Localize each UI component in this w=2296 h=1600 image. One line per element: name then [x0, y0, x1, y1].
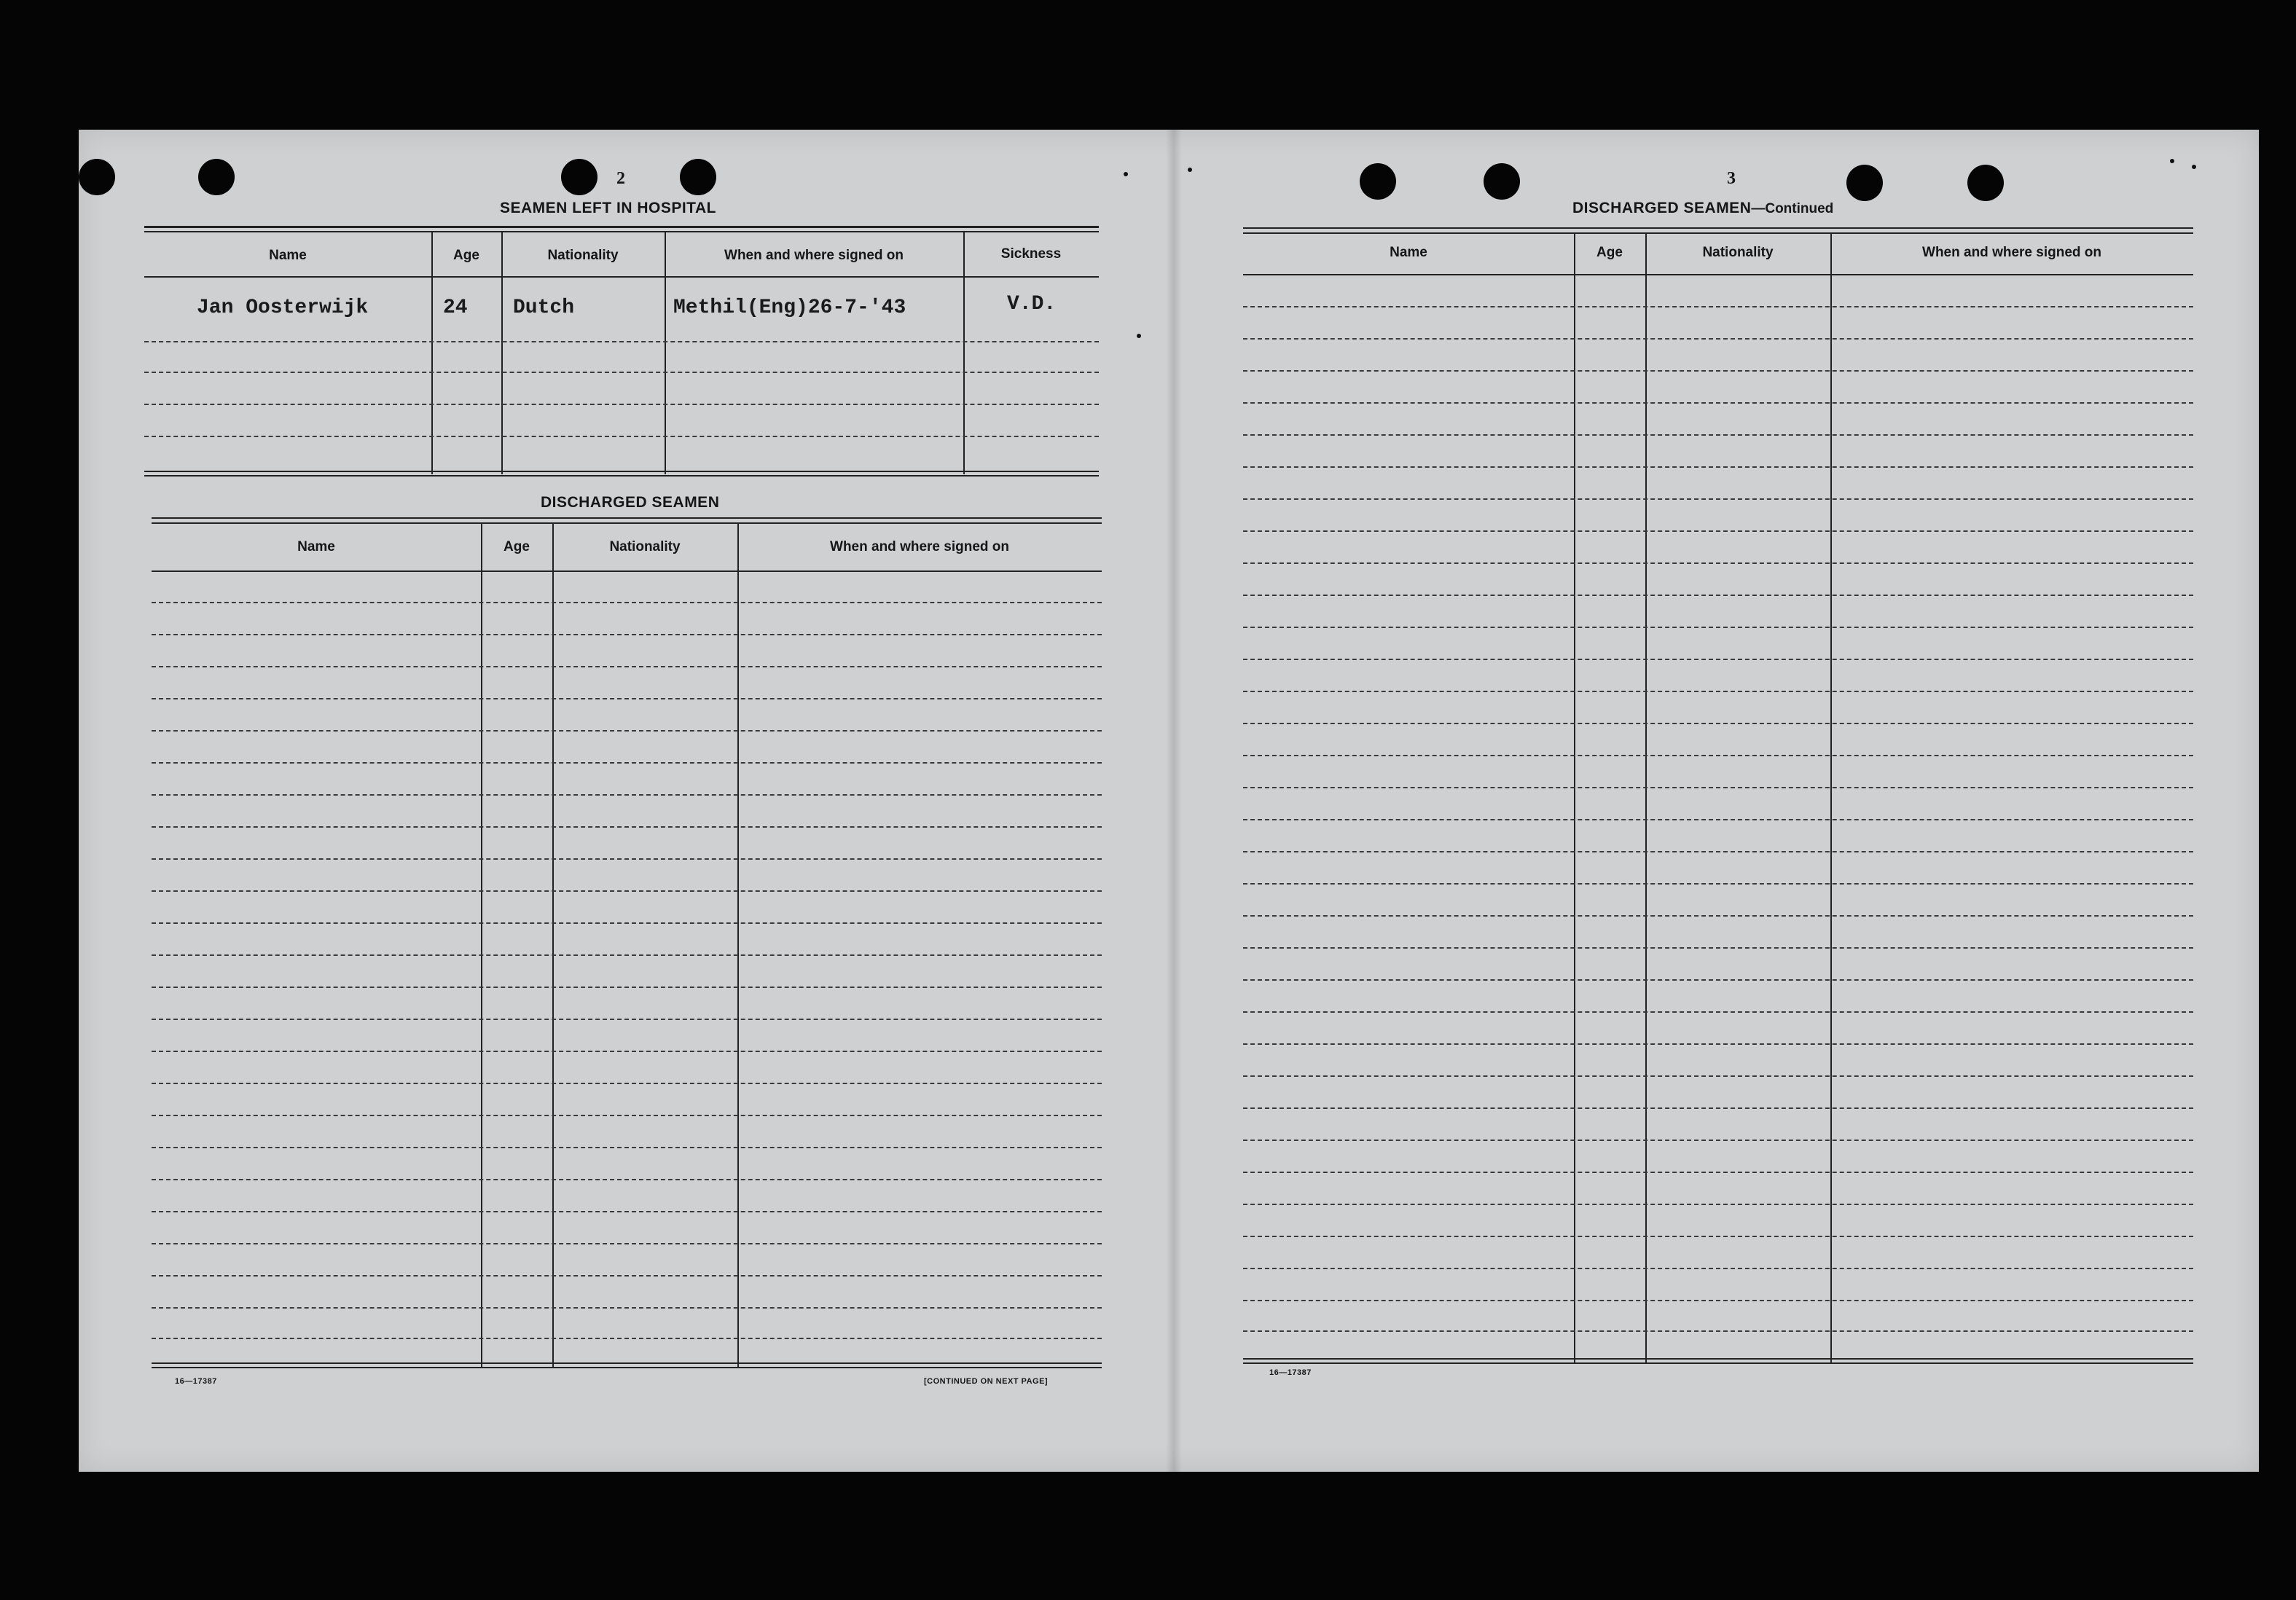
col-header-signed-on: When and where signed on [724, 248, 904, 263]
col-header-name: Name [269, 248, 307, 263]
col-header-signed-on: When and where signed on [830, 539, 1009, 554]
col-header-age: Age [453, 248, 479, 263]
punch-hole [1967, 165, 2004, 201]
entry-age: 24 [443, 297, 468, 319]
hospital-table [144, 226, 1099, 477]
discharged-table-right [1243, 227, 2193, 1364]
col-header-sickness: Sickness [1000, 246, 1062, 262]
entry-sickness: V.D. [1007, 293, 1057, 315]
form-number-left: 16—17387 [175, 1377, 217, 1386]
ink-speck [1137, 334, 1141, 338]
center-fold [1166, 130, 1182, 1472]
title-suffix: —Continued [1751, 201, 1834, 216]
col-header-nationality: Nationality [609, 539, 681, 554]
col-header-signed-on: When and where signed on [1922, 245, 2101, 260]
punch-hole [561, 159, 597, 195]
hospital-section-title: SEAMEN LEFT IN HOSPITAL [500, 200, 716, 216]
col-header-name: Name [297, 539, 335, 554]
page-number-left: 2 [616, 169, 625, 188]
col-header-nationality: Nationality [547, 248, 619, 263]
page-number-right: 3 [1727, 169, 1736, 188]
punch-hole [1846, 165, 1883, 201]
punch-hole [680, 159, 716, 195]
ink-speck [1188, 168, 1192, 172]
col-header-age: Age [1596, 245, 1623, 260]
punch-hole [1484, 163, 1520, 200]
ink-speck [2192, 165, 2196, 169]
entry-name: Jan Oosterwijk [197, 297, 369, 319]
col-header-nationality: Nationality [1702, 245, 1774, 260]
discharged-table-left [152, 517, 1102, 1368]
ink-speck [1124, 172, 1128, 176]
col-header-age: Age [504, 539, 530, 554]
punch-hole [198, 159, 235, 195]
punch-hole [1360, 163, 1396, 200]
punch-hole [79, 159, 115, 195]
discharged-continued-title [1572, 200, 1833, 217]
title-main: DISCHARGED SEAMEN [1572, 200, 1752, 216]
form-number-right: 16—17387 [1269, 1368, 1312, 1377]
entry-nationality: Dutch [513, 297, 575, 319]
entry-signed-on: Methil(Eng)26-7-'43 [673, 297, 906, 319]
continued-note: [CONTINUED ON NEXT PAGE] [924, 1377, 1049, 1386]
discharged-section-title: DISCHARGED SEAMEN [541, 494, 720, 511]
ink-speck [2170, 159, 2174, 163]
col-header-name: Name [1390, 245, 1427, 260]
